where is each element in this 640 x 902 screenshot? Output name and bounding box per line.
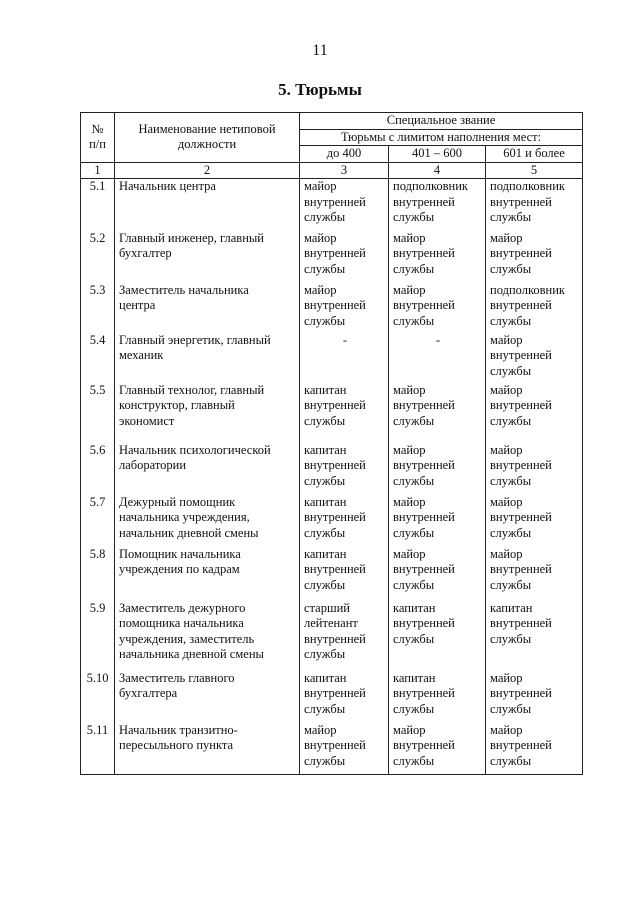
rank-range-2-line: внутренней xyxy=(393,686,455,700)
rank-range-1-line: - xyxy=(342,332,348,347)
rank-range-2 xyxy=(389,671,486,723)
position-name xyxy=(115,231,300,283)
rank-range-3 xyxy=(486,547,583,601)
rank-range-3-line: службы xyxy=(490,701,532,716)
position-name-line: Главный энергетик, главный xyxy=(119,332,271,347)
row-number: 5.7 xyxy=(81,495,115,547)
position-name-line: начальника учреждения, xyxy=(119,510,250,524)
row-number: 5.4 xyxy=(81,333,115,383)
rank-range-3-line: службы xyxy=(490,525,532,540)
rank-range-2 xyxy=(389,443,486,495)
rank-range-1-line: внутренней xyxy=(304,458,366,472)
rank-range-3-line: майор xyxy=(490,382,523,397)
position-name-line: Начальник психологической xyxy=(119,442,271,457)
row-number: 5.11 xyxy=(81,723,115,775)
row-number: 5.1 xyxy=(81,179,115,231)
position-name-line: Заместитель главного xyxy=(119,670,235,685)
rank-range-2-line: - xyxy=(435,332,441,347)
ranks-table xyxy=(80,112,583,775)
rank-range-1-line: внутренней xyxy=(304,631,366,646)
header-special-rank: Специальное звание xyxy=(300,113,583,130)
page-number: 11 xyxy=(312,42,328,59)
position-name-line: экономист xyxy=(119,413,175,428)
position-name-line: Главный инженер, главный xyxy=(119,230,264,245)
rank-range-1-line: внутренней xyxy=(304,686,366,700)
rank-range-3-line: капитан xyxy=(490,600,533,615)
rank-range-3-line: внутренней xyxy=(490,348,552,362)
rank-range-3-line: службы xyxy=(490,577,532,592)
header-name-line2: должности xyxy=(177,137,237,152)
rank-range-3-line: майор xyxy=(490,670,523,685)
rank-range-3 xyxy=(486,333,583,383)
header-number-line1: № xyxy=(91,121,104,136)
rank-range-1 xyxy=(300,443,389,495)
rank-range-1-line: службы xyxy=(304,525,346,540)
section-title: 5. Тюрьмы xyxy=(278,80,362,99)
rank-range-2 xyxy=(389,333,486,383)
rank-range-3-line: майор xyxy=(490,442,523,457)
rank-range-1-line: службы xyxy=(304,753,346,768)
position-name-line: бухгалтер xyxy=(119,246,172,260)
rank-range-3-line: внутренней xyxy=(490,398,552,412)
rank-range-2-line: майор xyxy=(393,494,426,509)
rank-range-1-line: майор xyxy=(304,179,337,193)
rank-range-1-line: внутренней xyxy=(304,194,366,209)
header-range-2: 401 – 600 xyxy=(389,146,486,163)
position-name-line: Помощник начальника xyxy=(119,546,241,561)
column-index-row xyxy=(81,162,583,179)
rank-range-1-line: капитан xyxy=(304,382,347,397)
rank-range-3 xyxy=(486,443,583,495)
rank-range-2-line: майор xyxy=(393,230,426,245)
rank-range-1-line: службы xyxy=(304,313,346,328)
rank-range-3-line: внутренней xyxy=(490,246,552,260)
rank-range-2-line: службы xyxy=(393,701,435,716)
rank-range-2 xyxy=(389,179,486,231)
rank-range-1-line: внутренней xyxy=(304,738,366,752)
rank-range-2-line: службы xyxy=(393,525,435,540)
position-name xyxy=(115,671,300,723)
rank-range-3-line: майор xyxy=(490,332,523,347)
rank-range-1-line: капитан xyxy=(304,494,347,509)
rank-range-1-line: внутренней xyxy=(304,246,366,260)
position-name xyxy=(115,723,300,775)
rank-range-3-line: службы xyxy=(490,313,532,328)
rank-range-3-line: внутренней xyxy=(490,616,552,630)
rank-range-2 xyxy=(389,495,486,547)
header-number-line2: п/п xyxy=(89,137,106,152)
position-name xyxy=(115,383,300,443)
rank-range-1 xyxy=(300,283,389,333)
rank-range-2-line: внутренней xyxy=(393,458,455,472)
row-number: 5.3 xyxy=(81,283,115,333)
row-number: 5.2 xyxy=(81,231,115,283)
rank-range-2-line: службы xyxy=(393,753,435,768)
position-name xyxy=(115,601,300,671)
rank-range-1-line: службы xyxy=(304,210,346,224)
rank-range-1-line: капитан xyxy=(304,546,347,561)
rank-range-3 xyxy=(486,179,583,231)
rank-range-2-line: внутренней xyxy=(393,510,455,524)
rank-range-3-line: службы xyxy=(490,631,532,646)
rank-range-1-line: старший xyxy=(304,600,350,615)
position-name-line: Заместитель начальника xyxy=(119,282,249,297)
rank-range-3 xyxy=(486,383,583,443)
rank-range-1-line: лейтенант xyxy=(304,616,358,630)
column-index: 4 xyxy=(389,162,486,179)
rank-range-1-line: капитан xyxy=(304,670,347,685)
table-row xyxy=(81,671,583,723)
position-name xyxy=(115,179,300,231)
rank-range-1 xyxy=(300,179,389,231)
rank-range-2-line: капитан xyxy=(393,600,436,615)
rank-range-3-line: подполковник xyxy=(490,179,565,193)
rank-range-2-line: службы xyxy=(393,210,435,224)
rank-range-1-line: внутренней xyxy=(304,510,366,524)
position-name-line: Дежурный помощник xyxy=(119,494,236,509)
position-name-line: помощника начальника xyxy=(119,616,244,630)
rank-range-3-line: службы xyxy=(490,363,532,378)
rank-range-1-line: майор xyxy=(304,722,337,737)
rank-range-3-line: майор xyxy=(490,494,523,509)
table-row xyxy=(81,601,583,671)
rank-range-3-line: службы xyxy=(490,413,532,428)
table-row xyxy=(81,443,583,495)
rank-range-1-line: капитан xyxy=(304,442,347,457)
rank-range-3-line: службы xyxy=(490,473,532,488)
rank-range-1-line: службы xyxy=(304,701,346,716)
rank-range-1-line: службы xyxy=(304,413,346,428)
rank-range-2-line: внутренней xyxy=(393,562,455,576)
rank-range-1-line: службы xyxy=(304,261,346,276)
rank-range-1-line: внутренней xyxy=(304,562,366,576)
rank-range-3-line: службы xyxy=(490,210,532,224)
row-number: 5.10 xyxy=(81,671,115,723)
rank-range-3 xyxy=(486,231,583,283)
rank-range-2-line: внутренней xyxy=(393,298,455,312)
position-name-line: пересыльного пункта xyxy=(119,738,234,752)
row-number: 5.8 xyxy=(81,547,115,601)
rank-range-1 xyxy=(300,383,389,443)
rank-range-2-line: внутренней xyxy=(393,616,455,630)
rank-range-1-line: службы xyxy=(304,647,346,661)
rank-range-2-line: службы xyxy=(393,413,435,428)
rank-range-1 xyxy=(300,671,389,723)
position-name xyxy=(115,333,300,383)
table-header xyxy=(81,113,583,179)
row-number: 5.6 xyxy=(81,443,115,495)
rank-range-2-line: службы xyxy=(393,313,435,328)
header-number xyxy=(81,113,115,163)
rank-range-3 xyxy=(486,601,583,671)
table-row xyxy=(81,333,583,383)
rank-range-2 xyxy=(389,283,486,333)
table-row xyxy=(81,495,583,547)
rank-range-2-line: внутренней xyxy=(393,194,455,209)
position-name-line: начальник дневной смены xyxy=(119,525,259,540)
rank-range-2-line: внутренней xyxy=(393,246,455,260)
position-name xyxy=(115,547,300,601)
rank-range-2-line: службы xyxy=(393,473,435,488)
position-name-line: учреждения по кадрам xyxy=(119,562,240,576)
position-name-line: Главный технолог, главный xyxy=(119,382,265,397)
rank-range-1-line: внутренней xyxy=(304,298,366,312)
column-index: 1 xyxy=(81,162,115,179)
rank-range-2 xyxy=(389,547,486,601)
rank-range-1-line: майор xyxy=(304,282,337,297)
rank-range-1-line: внутренней xyxy=(304,398,366,412)
rank-range-2-line: службы xyxy=(393,631,435,646)
rank-range-2-line: службы xyxy=(393,577,435,592)
table-row xyxy=(81,179,583,231)
row-number: 5.9 xyxy=(81,601,115,671)
table-body xyxy=(81,179,583,775)
rank-range-3-line: внутренней xyxy=(490,738,552,752)
rank-range-2 xyxy=(389,231,486,283)
rank-range-3-line: майор xyxy=(490,722,523,737)
position-name-line: Заместитель дежурного xyxy=(119,600,246,615)
position-name xyxy=(115,443,300,495)
rank-range-1 xyxy=(300,601,389,671)
rank-range-2-line: майор xyxy=(393,722,426,737)
rank-range-2-line: внутренней xyxy=(393,738,455,752)
position-name-line: конструктор, главный xyxy=(119,398,235,412)
rank-range-1-line: службы xyxy=(304,577,346,592)
rank-range-3-line: майор xyxy=(490,230,523,245)
rank-range-3-line: внутренней xyxy=(490,686,552,700)
position-name-line: лаборатории xyxy=(119,458,187,472)
rank-range-1 xyxy=(300,231,389,283)
rank-range-2-line: майор xyxy=(393,382,426,397)
position-name xyxy=(115,283,300,333)
rank-range-2-line: внутренней xyxy=(393,398,455,412)
rank-range-3-line: службы xyxy=(490,261,532,276)
rank-range-3-line: службы xyxy=(490,753,532,768)
position-name-line: Начальник транзитно- xyxy=(119,722,238,737)
rank-range-1-line: службы xyxy=(304,473,346,488)
rank-range-2 xyxy=(389,723,486,775)
rank-range-2 xyxy=(389,383,486,443)
position-name-line: учреждения, заместитель xyxy=(119,631,255,646)
rank-range-2-line: майор xyxy=(393,546,426,561)
position-name-line: центра xyxy=(119,298,156,312)
table-row xyxy=(81,723,583,775)
rank-range-3 xyxy=(486,671,583,723)
rank-range-2-line: службы xyxy=(393,261,435,276)
rank-range-3-line: внутренней xyxy=(490,194,552,209)
header-name-line1: Наименование нетиповой xyxy=(138,121,276,136)
rank-range-2-line: майор xyxy=(393,282,426,297)
rank-range-1 xyxy=(300,547,389,601)
rank-range-3-line: внутренней xyxy=(490,510,552,524)
rank-range-2-line: подполковник xyxy=(393,179,468,193)
header-position-name xyxy=(115,113,300,163)
rank-range-3-line: внутренней xyxy=(490,298,552,312)
position-name-line: Начальник центра xyxy=(119,179,216,193)
column-index: 3 xyxy=(300,162,389,179)
position-name-line: бухгалтера xyxy=(119,686,178,700)
rank-range-1-line: майор xyxy=(304,230,337,245)
rank-range-2 xyxy=(389,601,486,671)
rank-range-3-line: внутренней xyxy=(490,458,552,472)
rank-range-3 xyxy=(486,723,583,775)
header-range-1: до 400 xyxy=(300,146,389,163)
rank-range-2-line: капитан xyxy=(393,670,436,685)
table-row xyxy=(81,283,583,333)
table-row xyxy=(81,547,583,601)
header-range-3: 601 и более xyxy=(486,146,583,163)
position-name-line: механик xyxy=(119,348,164,362)
rank-range-3-line: подполковник xyxy=(490,282,565,297)
table-row xyxy=(81,231,583,283)
rank-range-2-line: майор xyxy=(393,442,426,457)
position-name xyxy=(115,495,300,547)
rank-range-3 xyxy=(486,283,583,333)
rank-range-3-line: майор xyxy=(490,546,523,561)
rank-range-3 xyxy=(486,495,583,547)
header-limit: Тюрьмы с лимитом наполнения мест: xyxy=(300,129,583,146)
position-name-line: начальника дневной смены xyxy=(119,647,264,661)
rank-range-1 xyxy=(300,723,389,775)
rank-range-1 xyxy=(300,333,389,383)
rank-range-3-line: внутренней xyxy=(490,562,552,576)
rank-range-1 xyxy=(300,495,389,547)
row-number: 5.5 xyxy=(81,383,115,443)
table-row xyxy=(81,383,583,443)
column-index: 2 xyxy=(115,162,300,179)
column-index: 5 xyxy=(486,162,583,179)
